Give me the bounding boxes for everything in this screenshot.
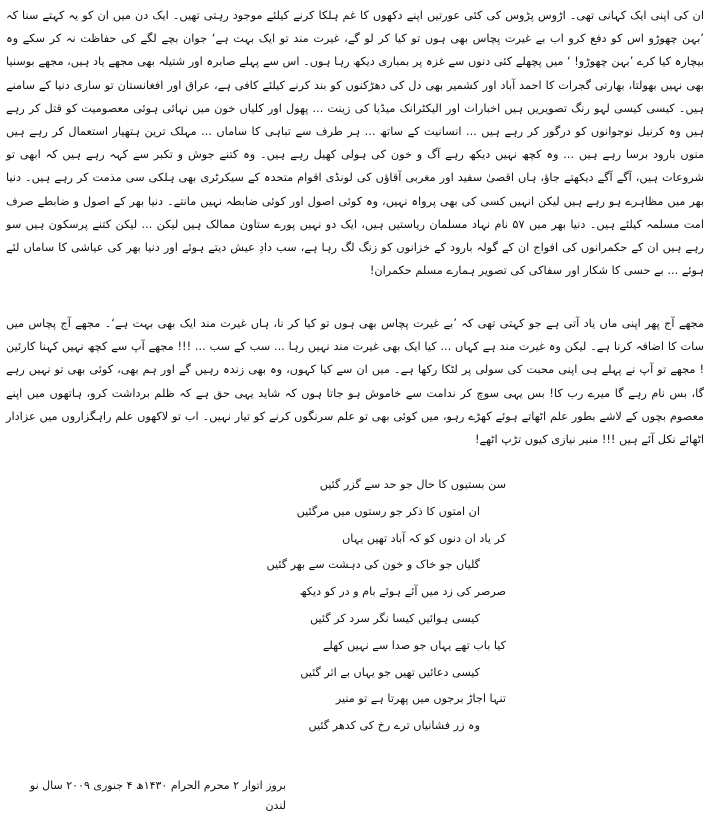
signoff-place: لندن bbox=[265, 799, 286, 812]
poem bbox=[266, 472, 506, 740]
poem-line: گلیاں جو خاک و خون کی دہشت سے بھر گئیں bbox=[266, 558, 480, 572]
poem-line: کر یاد ان دنوں کو کہ آباد تھیں یہاں bbox=[342, 531, 506, 545]
document-page bbox=[6, 4, 704, 810]
poem-line: کیسی دعائیں تھیں جو یہاں بے اثر گئیں bbox=[300, 665, 480, 679]
signoff-date: بروز اتوار ۲ محرم الحرام ۱۴۳۰ھ ۴ جنوری ۲۰۰۹ سال نو bbox=[29, 779, 286, 792]
poem-line: کیا باب تھے یہاں جو صدا سے نہیں کھلے bbox=[322, 638, 506, 652]
poem-line: کیسی ہوائیں کیسا نگر سرد کر گئیں bbox=[310, 611, 480, 625]
signoff bbox=[29, 776, 286, 816]
poem-line: ان امتوں کا ذکر جو رستوں میں مرگئیں bbox=[296, 504, 480, 518]
poem-line: وہ زر فشانیاں ترے رخ کی کدھر گئیں bbox=[308, 719, 480, 733]
article-paragraph-2: مجھے آج پھر اپنی ماں یاد آتی ہے جو کہتی تھی کہ ’بے غیرت پچاس بھی ہوں تو کیا کر نا، ہاں غیرت مند ایک بھی بہت ہے‘۔ مجھے آج پچاس میں سات کا اضافہ کرنا ہے۔ لیکن وہ غیرت مند ہے کہاں ... کیا ایک بھی غیرت مند نہیں رہا ... سب کے سب ... !!! مجھے آپ سے کچھ نہیں کہنا کارئین ! مجھے تو آپ نے پہلے ہی اپنی محبت کی سولی پر لٹکا رکھا ہے۔ میں ان سے کیا کہوں، وہ بھی زندہ رہیں گے اور ہم بھی، کوئی بھی تو نہیں رہے گا، بس نام رہے گا میرے رب کا! بس یہی سوچ کر ندامت سے خاموش ہو جاتا ہوں کہ شاید یہی حق ہے کہ ظلم برداشت کرو، ہاتھوں میں اپنے معصوم بچوں کے لاشے بطور علم اٹھاتے ہوئے کھڑے رہو، میں کوئی بھی تو علم سرنگوں کرنے کو تیار نہیں۔ اب تو لاکھوں علم راہگزاروں میں عزادار اٹھائے نکل آئے ہیں !!! منیر نیازی کیوں تڑپ اٹھے! bbox=[6, 317, 704, 447]
article-paragraph-1: ان کی اپنی ایک کہانی تھی۔ اڑوس پڑوس کی کئی عورتیں اپنے دکھوں کا غم ہلکا کرنے کیلئے موجود رہتی تھیں۔ ایک دن میں ان کو یہ کہتے سنا کہ ’بہن چھوڑو اس کو دفع کرو اب بے غیرت پچاس بھی ہوں تو کیا کر لو گے، غیرت مند تو ایک بہت ہے‘ جوان بچے لگے کی حفاظت نہ کر سکے وہ بیچارہ کیا کرے ’بہن چھوڑو! ‘ میں پچھلے کئی دنوں سے غزہ پر بمباری دیکھ رہا ہوں۔ اس سے پہلے صابرہ اور شتیلہ بھی مجھے یاد ہیں، مجھے بوسنیا بھی نہیں بھولتا، بھارتی گجرات کا احمد آباد اور کشمیر بھی دل کی دھڑکنوں کو بند کرنے کیلئے کافی ہے، عراق اور افغانستان تو ساری دنیا کے سامنے ہیں۔ کیسی کیسی لہو رنگ تصویریں ہیں اخبارات اور الیکٹرانک میڈیا کی زینت ... پھول اور کلیاں خون میں نہائی ہوئی معصومیت کو قتل کر رہے ہیں وہ کرنیل نوجوانوں کو درگور کر رہے ہیں ... انسانیت کے ساتھ ... ہر طرف سے تباہی کا ساماں ... مہلک ترین ہتھیار استعمال کر رہے ہیں منوں بارود برسا رہے ہیں ... وہ کچھ نہیں دیکھ رہے آگ و خون کی ہولی کھیل رہے ہیں۔ وہ کتنے جوش و تکبر سے کہہ رہے ہیں کہ ابھی تو شروعات ہیں، آگے آگے دیکھتے جاؤ، ہاں اقصیٰ سفید اور مغربی آقاؤں کی لونڈی اقوام متحدہ کے سیکرٹری بھی ہلکی سی مذمت کر رہے ہیں۔ دنیا بھر میں مظاہرے ہو رہے ہیں لیکن انہیں کسی کی بھی پرواہ نہیں، وہ کوئی اصول اور کوئی ضابطہ نہیں مانتے۔ دنیا بھر کے اصول و ضابطے صرف امت مسلمہ کیلئے ہیں۔ دنیا بھر میں ۵۷ نام نہاد مسلمان ریاستیں ہیں، ایک دو نہیں پورے ستاون ممالک ہیں لیکن ... لیکن کتنے پرسکون ہیں سو رہے ہیں ان کے حکمرانوں کی افواج ان کے گولہ بارود کے خزانوں کو زنگ لگ رہا ہے، سب دادِ عیش دیتے ہوئے اور دنیا بھر کی عیاشی کا ساماں لئے ہوئے ... بے حسی کا شکار اور سفاکی کی تصویر ہمارے مسلم حکمران! bbox=[6, 9, 704, 278]
poem-line: صرصر کی زد میں آئے ہوئے بام و در کو دیکھ bbox=[299, 585, 506, 599]
poem-line: تنہا اجاڑ برجوں میں پھرتا ہے تو منیر bbox=[335, 692, 506, 706]
poem-line: سن بستیوں کا حال جو حد سے گزر گئیں bbox=[319, 478, 506, 491]
